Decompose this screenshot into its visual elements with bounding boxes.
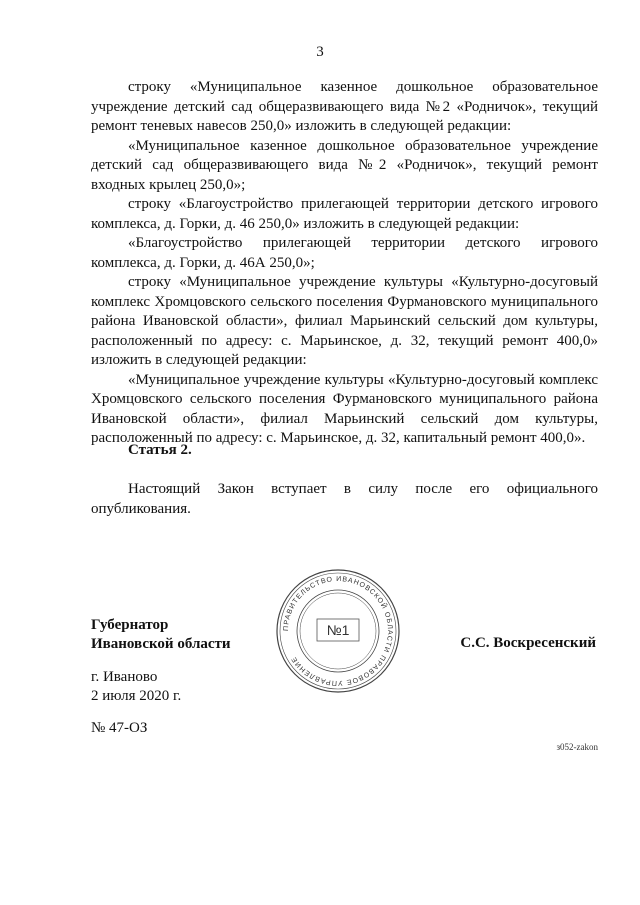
official-seal (275, 568, 401, 694)
signatory-name: С.С. Воскресенский (460, 635, 596, 651)
paragraph: «Муниципальное учреждение культуры «Культурно-досуговый комплекс Хромцовского сельского поселения Фурмановского муниципального района Ивановской области», филиал Марьинский сельский дом культуры, расположенный по адресу: с. Марьинское, д. 32, капитальный ремонт 400,0». (91, 371, 598, 446)
document-code: з052-zakon (556, 742, 598, 752)
date: 2 июля 2020 г. (91, 688, 182, 704)
article-heading: Статья 2. (128, 442, 192, 458)
place-date (91, 668, 181, 706)
page-number: 3 (316, 44, 324, 60)
signatory-title (91, 616, 231, 654)
paragraph: строку «Муниципальное казенное дошкольное образовательное учреждение детский сад общеразвивающего вида №2 «Родничок», текущий ремонт теневых навесов 250,0» изложить в следующей редакции: (91, 79, 598, 134)
signatory-title-line: Губернатор (91, 617, 169, 633)
signatory-title-line: Ивановской области (91, 636, 231, 652)
paragraph: строку «Благоустройство прилегающей территории детского игрового комплекса, д. Горки, д. 46 250,0» изложить в следующей редакции: (91, 196, 598, 232)
law-number: № 47-ОЗ (91, 720, 148, 736)
amendments-text (91, 78, 598, 449)
paragraph: «Благоустройство прилегающей территории детского игрового комплекса, д. Горки, д. 46А 250,0»; (91, 235, 598, 271)
place: г. Иваново (91, 669, 158, 685)
closing-paragraph: Настоящий Закон вступает в силу после его официального опубликования. (91, 481, 598, 517)
paragraph: «Муниципальное казенное дошкольное образовательное учреждение детский сад общеразвивающего вида №2 «Родничок», текущий ремонт входных крылец 250,0»; (91, 137, 598, 193)
paragraph: строку «Муниципальное учреждение культуры «Культурно-досуговый комплекс Хромцовского сельского поселения Фурмановского муниципального района Ивановской области», филиал Марьинский сельский дом культуры, расположенный по адресу: с. Марьинское, д. 32, текущий ремонт 400,0» изложить в следующей редакции: (91, 274, 598, 368)
seal-center-text: №1 (326, 622, 350, 638)
seal-ring-text: ПРАВИТЕЛЬСТВО ИВАНОВСКОЙ ОБЛАСТИ ПРАВОВОЕ УПРАВЛЕНИЕ (282, 575, 394, 687)
